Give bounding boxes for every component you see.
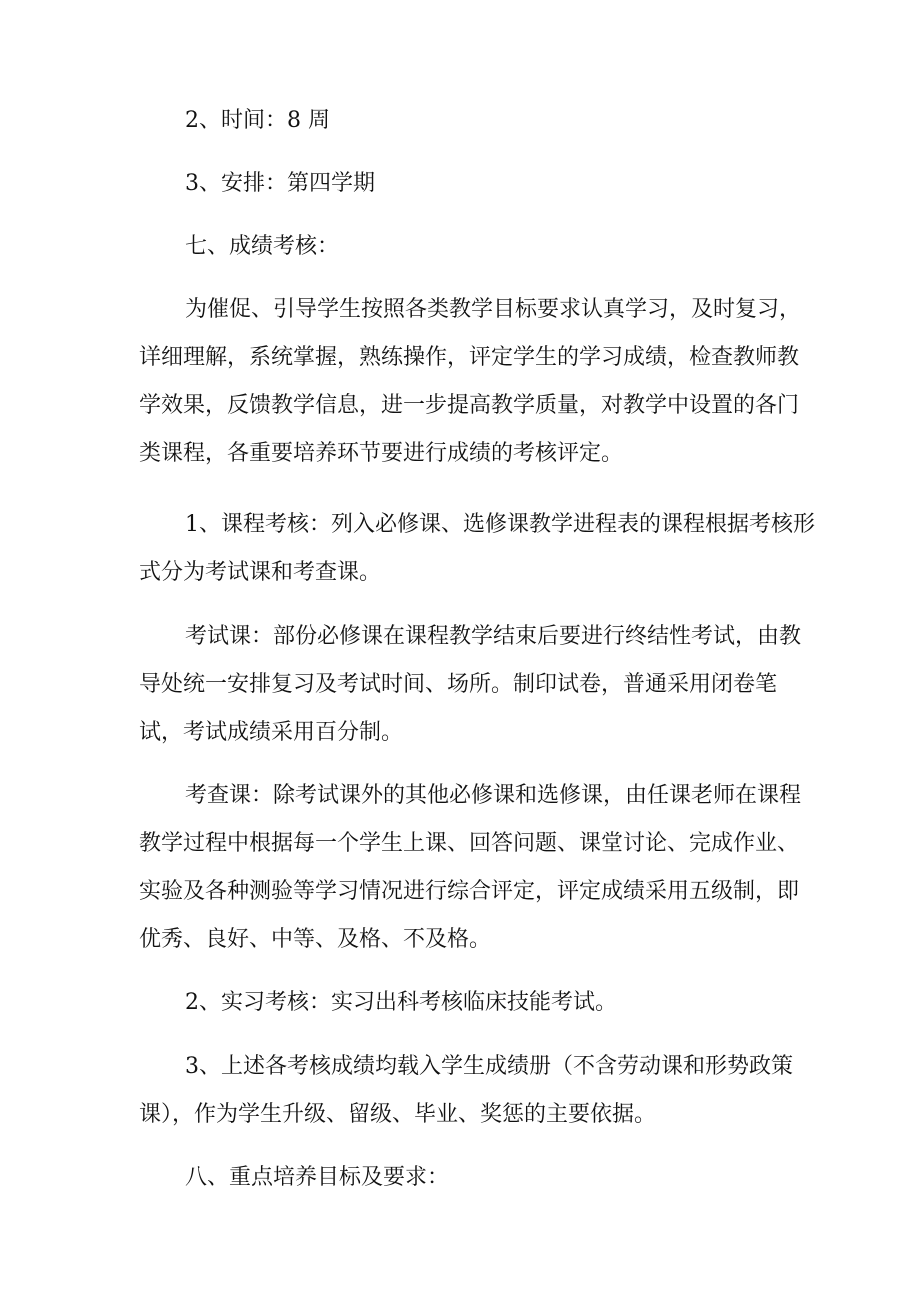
section-heading: 七、成绩考核： [185, 234, 340, 259]
text-line: 2、实习考核：实习出科考核临床技能考试。 [185, 990, 617, 1015]
text-line: 考查课：除考试课外的其他必修课和选修课，由任课老师在课程 [185, 783, 802, 808]
text-line: 教学过程中根据每一个学生上课、回答问题、课堂讨论、完成作业、 [139, 831, 800, 856]
text-line: 导处统一安排复习及考试时间、场所。制印试卷，普通采用闭卷笔 [139, 672, 778, 697]
text-line: 学效果，反馈教学信息，进一步提高教学质量，对教学中设置的各门 [139, 393, 800, 418]
section-heading: 八、重点培养目标及要求： [185, 1165, 450, 1190]
text-line: 3、上述各考核成绩均载入学生成绩册（不含劳动课和形势政策 [185, 1054, 793, 1079]
text-line: 2、时间：8 周 [185, 108, 330, 133]
text-line: 3、安排：第四学期 [185, 171, 375, 196]
text-line: 课），作为学生升级、留级、毕业、奖惩的主要依据。 [139, 1102, 657, 1127]
text-line: 类课程，各重要培养环节要进行成绩的考核评定。 [139, 441, 624, 466]
text-line: 1、课程考核：列入必修课、选修课教学进程表的课程根据考核形 [185, 512, 815, 537]
text-line: 详细理解，系统掌握，熟练操作，评定学生的学习成绩，检查教师教 [139, 345, 800, 370]
text-line: 式分为考试课和考查课。 [139, 560, 382, 585]
text-line: 试，考试成绩采用百分制。 [139, 720, 404, 745]
text-line: 实验及各种测验等学习情况进行综合评定，评定成绩采用五级制，即 [139, 879, 800, 904]
text-line: 考试课：部份必修课在课程教学结束后要进行终结性考试，由教 [185, 624, 802, 649]
text-line: 优秀、良好、中等、及格、不及格。 [139, 927, 492, 952]
text-line: 为催促、引导学生按照各类教学目标要求认真学习，及时复习， [185, 297, 802, 322]
